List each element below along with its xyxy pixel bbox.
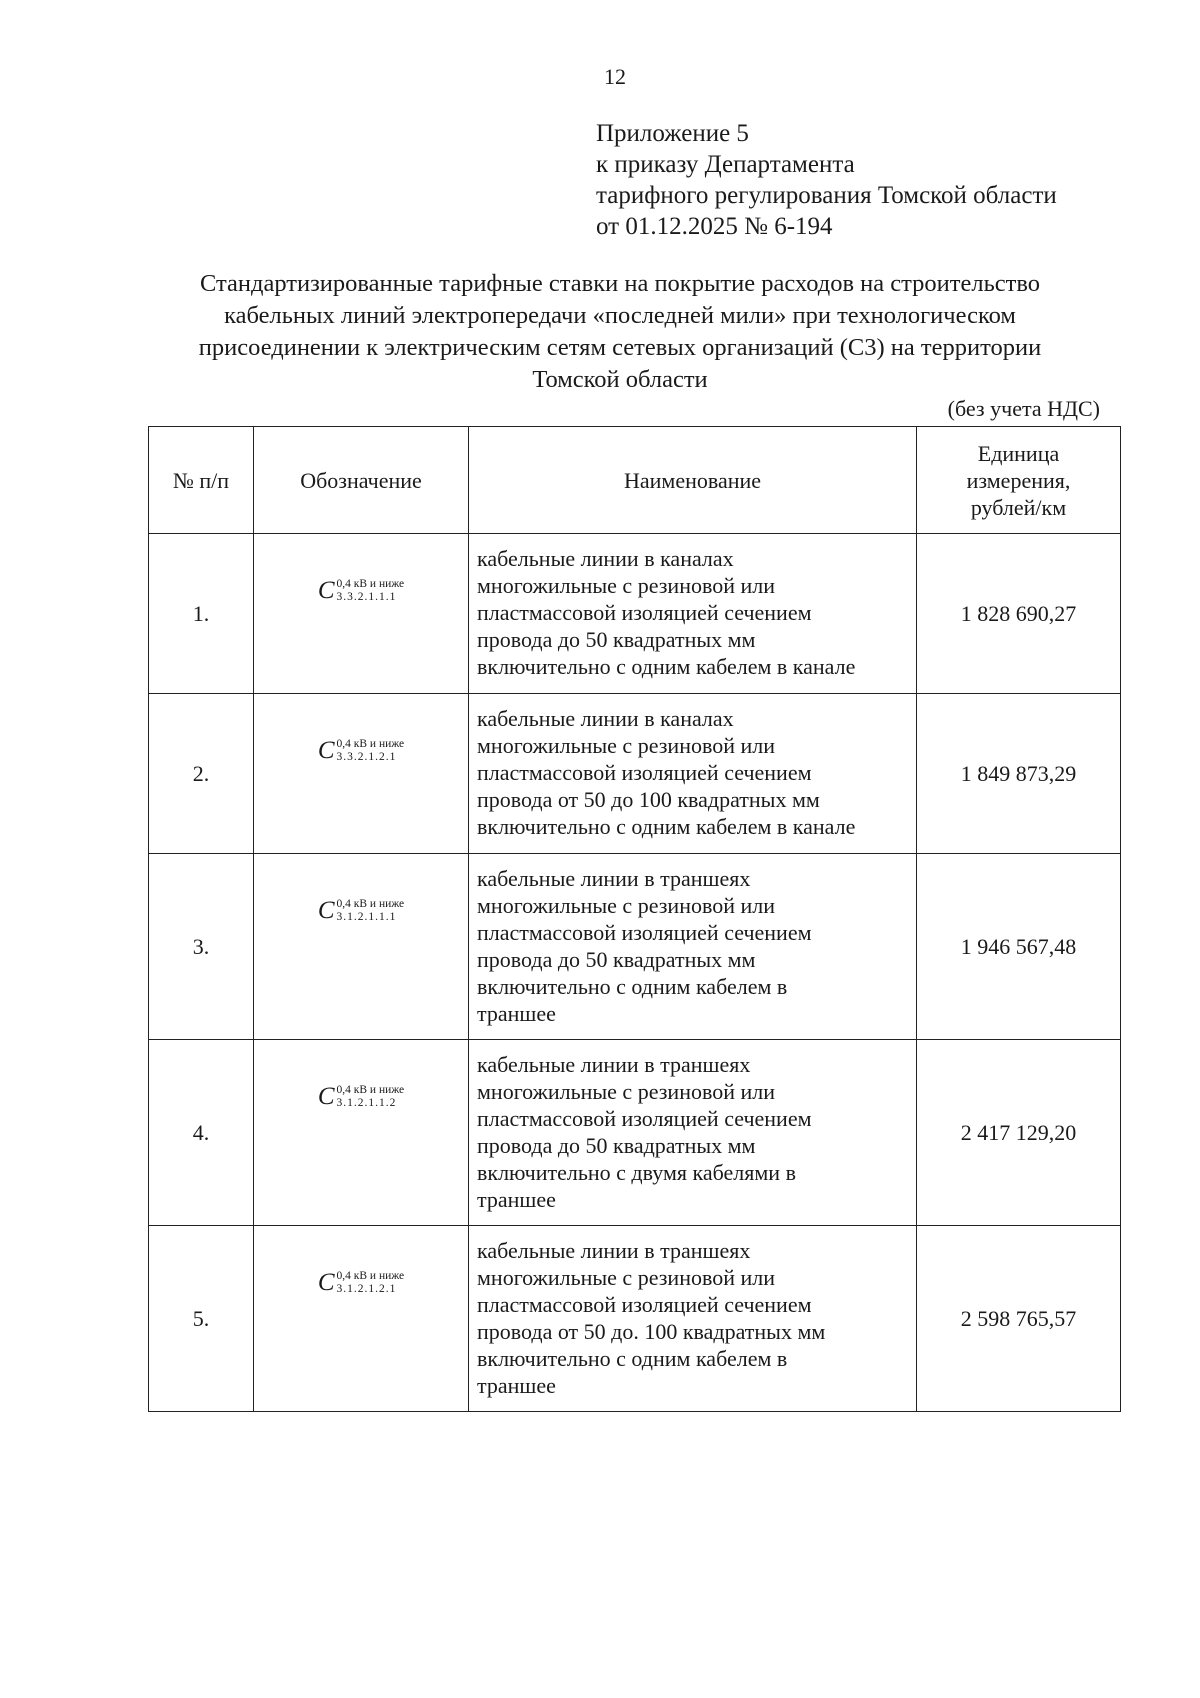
row-designation [254,854,469,1040]
symbol-subscript: 3.3.2.1.1.1 [336,591,397,603]
table-row [149,534,1121,694]
row-description [469,1040,917,1226]
appendix-header [596,118,1057,242]
table-header-row [149,427,1121,534]
description-line: пластмассовой изоляцией сечением [477,1291,812,1317]
table-row [149,854,1121,1040]
description-line: кабельные линии в траншеях [477,1237,751,1263]
symbol-subscript: 3.1.2.1.1.2 [336,1097,397,1109]
description-line: кабельные линии в траншеях [477,1051,751,1077]
symbol-letter: C [317,737,335,764]
row-designation [254,694,469,854]
row-description [469,534,917,694]
rate-symbol [318,576,404,606]
description-line: провода от 50 до 100 квадратных мм [477,787,820,812]
description-line: провода от 50 до. 100 квадратных мм [477,1318,826,1344]
description-line: многожильные с резиновой или [477,1078,775,1104]
header-unit-line: измерения, [966,467,1071,493]
header-unit-line: рублей/км [970,494,1067,520]
symbol-superscript: 0,4 кВ и ниже [336,578,405,590]
table-row [149,694,1121,854]
appendix-line: Приложение 5 [596,120,749,147]
rate-symbol [318,896,404,926]
tariff-rates-table [148,426,1121,1412]
appendix-line: от 01.12.2025 № 6-194 [596,213,833,240]
description-line: включительно с двумя кабелями в [477,1159,796,1185]
symbol-indices [337,736,405,764]
description-line: траншее [477,1000,556,1026]
symbol-indices [337,576,405,604]
description-line: кабельные линии в траншеях [477,865,751,891]
row-designation [254,1226,469,1412]
table-row [149,1040,1121,1226]
description-line: многожильные с резиновой или [477,573,775,598]
row-number: 1. [149,534,254,694]
title-line: Стандартизированные тарифные ставки на покрытие расходов на строительство [200,270,1040,297]
title-line: кабельных линий электропередачи «последней мили» при технологическом [224,302,1016,329]
row-price: 2 417 129,20 [917,1040,1121,1226]
symbol-letter: C [317,897,335,924]
header-unit [917,427,1121,534]
rate-symbol [318,736,404,766]
rate-symbol [318,1268,404,1298]
title-line: Томской области [532,366,708,393]
description-line: включительно с одним кабелем в [477,1345,788,1371]
symbol-superscript: 0,4 кВ и ниже [336,1270,405,1282]
symbol-superscript: 0,4 кВ и ниже [336,898,405,910]
symbol-superscript: 0,4 кВ и ниже [336,1084,405,1096]
row-number: 5. [149,1226,254,1412]
row-number: 3. [149,854,254,1040]
row-price: 1 828 690,27 [917,534,1121,694]
description-line: кабельные линии в каналах [477,706,734,731]
row-number: 2. [149,694,254,854]
symbol-letter: C [317,1083,335,1110]
row-description [469,694,917,854]
description-line: кабельные линии в каналах [477,546,734,571]
row-price: 2 598 765,57 [917,1226,1121,1412]
symbol-subscript: 3.3.2.1.2.1 [336,751,397,763]
description-line: провода до 50 квадратных мм [477,627,756,652]
description-line: траншее [477,1186,556,1212]
document-title [150,268,1090,396]
header-num: № п/п [149,427,254,534]
description-line: многожильные с резиновой или [477,892,775,918]
symbol-indices [337,1268,405,1296]
description-line: провода до 50 квадратных мм [477,1132,756,1158]
title-line: присоединении к электрическим сетям сетевых организаций (С3) на территории [198,334,1042,361]
description-line: многожильные с резиновой или [477,733,775,758]
row-description [469,854,917,1040]
table-body [149,534,1121,1412]
row-designation [254,1040,469,1226]
description-line: пластмассовой изоляцией сечением [477,760,812,785]
symbol-letter: C [317,577,335,604]
row-description [469,1226,917,1412]
symbol-subscript: 3.1.2.1.1.1 [336,911,397,923]
header-code: Обозначение [254,427,469,534]
header-unit-line: Единица [977,440,1060,466]
vat-note: (без учета НДС) [947,396,1100,421]
table-row [149,1226,1121,1412]
description-line: пластмассовой изоляцией сечением [477,600,812,625]
appendix-line: тарифного регулирования Томской области [596,182,1057,209]
page-number: 12 [604,64,626,89]
description-line: траншее [477,1372,556,1398]
row-price: 1 849 873,29 [917,694,1121,854]
description-line: пластмассовой изоляцией сечением [477,1105,812,1131]
row-designation [254,534,469,694]
row-number: 4. [149,1040,254,1226]
description-line: пластмассовой изоляцией сечением [477,919,812,945]
symbol-indices [337,1082,405,1110]
appendix-line: к приказу Департамента [596,151,855,178]
symbol-indices [337,896,405,924]
description-line: многожильные с резиновой или [477,1264,775,1290]
description-line: провода до 50 квадратных мм [477,946,756,972]
row-price: 1 946 567,48 [917,854,1121,1040]
description-line: включительно с одним кабелем в канале [477,654,856,679]
description-line: включительно с одним кабелем в [477,973,788,999]
rate-symbol [318,1082,404,1112]
symbol-superscript: 0,4 кВ и ниже [336,738,405,750]
symbol-subscript: 3.1.2.1.2.1 [336,1283,397,1295]
header-name: Наименование [469,427,917,534]
symbol-letter: C [317,1269,335,1296]
description-line: включительно с одним кабелем в канале [477,814,856,839]
